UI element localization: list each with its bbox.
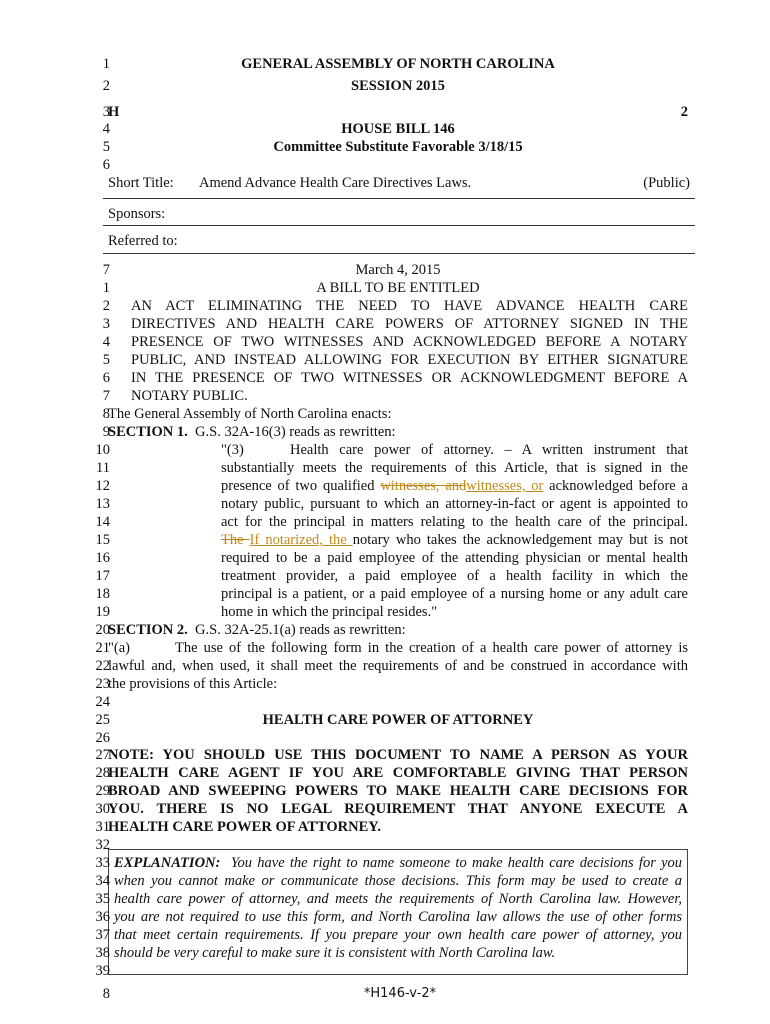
section-text: G.S. 32A-16(3) reads as rewritten: [195,424,396,440]
chamber-letter: H [108,104,120,120]
explanation-line: you are not required to use this form, and North Carolina law allows the use of other forms [114,909,682,925]
line-number: 39 [95,963,110,979]
line-number: 15 [95,532,110,548]
document-id: *H146-v-2* [363,986,437,1001]
line-number: 24 [95,694,110,710]
line-number: 13 [95,496,110,512]
explanation-line [114,854,682,872]
act-title-line: IN THE PRESENCE OF TWO WITNESSES OR ACKNOWLEDGMENT BEFORE A [131,370,688,386]
body-line: act for the principal in matters relating to the health care of the principal. [221,514,688,530]
section-label: SECTION 2. [108,622,188,638]
line-number: 37 [95,927,110,943]
explanation-line: when you cannot make or communicate those decisions. This form may be used to create a [114,873,682,889]
body-line: notary public, pursuant to which an attorney-in-fact or agent is appointed to [221,496,688,512]
divider [103,198,695,199]
line-number: 27 [95,747,110,763]
act-title-line: PRESENCE OF TWO WITNESSES AND ACKNOWLEDGED BEFORE A NOTARY [131,334,688,350]
note-line: HEALTH CARE AGENT IF YOU ARE COMFORTABLE GIVING THAT PERSON [108,765,688,781]
act-title-line: NOTARY PUBLIC. [131,388,248,404]
line-number: 6 [102,157,110,173]
line-number: 16 [95,550,110,566]
divider [103,253,695,254]
version-number: 2 [680,104,688,120]
act-title-line: AN ACT ELIMINATING THE NEED TO HAVE ADVANCE HEALTH CARE [131,298,688,314]
note-line: BROAD AND SWEEPING POWERS TO MAKE HEALTH CARE DECISIONS FOR [108,783,688,799]
line-number: 11 [96,460,110,476]
line-number: 32 [95,837,110,853]
deleted-text: witnesses, and [380,478,467,494]
line-number: 29 [95,783,110,799]
act-title-line: PUBLIC, AND INSTEAD ALLOWING FOR EXECUTION BY EITHER SIGNATURE [131,352,688,368]
line-number: 18 [95,586,110,602]
enacting-clause: The General Assembly of North Carolina enacts: [108,406,392,422]
line-number: 2 [102,78,110,94]
divider [103,225,695,226]
bill-entitled: A BILL TO BE ENTITLED [316,280,480,296]
line-number: 33 [95,855,110,871]
line-number: 14 [95,514,110,530]
deleted-text: The [221,532,250,548]
inserted-text: witnesses, or [466,478,544,494]
note-line: HEALTH CARE POWER OF ATTORNEY. [108,819,382,835]
line-number: 26 [95,730,110,746]
explanation-label: EXPLANATION: [114,855,221,871]
note-line: YOU. THERE IS NO LEGAL REQUIREMENT THAT ANYONE EXECUTE A [108,801,688,817]
page-number: 8 [102,986,110,1002]
body-line: The use of the following form in the creation of a health care power of attorney is [175,640,688,656]
line-number: 19 [95,604,110,620]
line-number: 2 [102,298,110,314]
body-line: home in which the principal resides." [221,604,438,620]
form-heading: HEALTH CARE POWER OF ATTORNEY [262,712,534,728]
line-number: 7 [102,262,110,278]
committee-status: Committee Substitute Favorable 3/18/15 [273,139,523,155]
explanation-line: health care power of attorney, and meets the requirements of North Carolina law. However, [114,891,682,907]
text-segment: notary who takes the acknowledgement may but is not [352,532,688,548]
section-text: G.S. 32A-25.1(a) reads as rewritten: [195,622,406,638]
line-number: 4 [102,121,110,137]
line-number: 36 [95,909,110,925]
line-number: 17 [95,568,110,584]
line-number: 35 [95,891,110,907]
line-number: 9 [102,424,110,440]
explanation-line: that meet certain requirements. If you prepare your own health care power of attorney, you [114,927,682,943]
line-number: 3 [102,316,110,332]
body-line: the provisions of this Article: [108,676,278,692]
line-number: 8 [102,406,110,422]
section-1-heading [108,423,396,441]
short-title-label: Short Title: [108,175,174,191]
text-segment: presence of two qualified [221,478,381,494]
line-number: 1 [102,56,110,72]
line-number: 10 [95,442,110,458]
line-number: 3 [102,104,110,120]
act-title-line: DIRECTIVES AND HEALTH CARE POWERS OF ATTORNEY SIGNED IN THE [131,316,688,332]
short-title: Amend Advance Health Care Directives Laws. [199,175,472,191]
subsection-label: "(a) [108,640,131,656]
note-line: NOTE: YOU SHOULD USE THIS DOCUMENT TO NAME A PERSON AS YOUR [108,747,688,763]
bill-number: HOUSE BILL 146 [341,121,455,137]
referred-label: Referred to: [108,233,178,249]
text-segment: acknowledged before a [543,478,688,494]
bill-date: March 4, 2015 [355,262,441,278]
body-line: treatment provider, a paid employee of a health facility in which the [221,568,688,584]
line-number: 28 [95,765,110,781]
line-number: 6 [102,370,110,386]
body-line: Health care power of attorney. – A written instrument that [290,442,688,458]
line-number: 1 [102,280,110,296]
line-number: 23 [95,676,110,692]
line-number: 21 [95,640,110,656]
line-number: 4 [102,334,110,350]
line-number: 20 [95,622,110,638]
public-label: (Public) [643,175,690,191]
session-title: SESSION 2015 [351,78,445,94]
body-line: lawful and, when used, it shall meet the requirements of and be construed in accordance with [108,658,688,674]
line-number: 31 [95,819,110,835]
subdivision-label: "(3) [221,442,244,458]
body-line: principal is a patient, or a paid employee of a nursing home or any adult care [221,586,688,602]
body-line [221,531,688,549]
line-number: 12 [95,478,110,494]
line-number: 38 [95,945,110,961]
line-number: 25 [95,712,110,728]
body-line: substantially meets the requirements of this Article, that is signed in the [221,460,688,476]
line-number: 34 [95,873,110,889]
explanation-line: should be very careful to make sure it is consistent with North Carolina law. [114,945,556,961]
body-line [221,477,688,495]
assembly-title: GENERAL ASSEMBLY OF NORTH CAROLINA [241,56,555,72]
line-number: 22 [95,658,110,674]
line-number: 30 [95,801,110,817]
section-label: SECTION 1. [108,424,188,440]
line-number: 7 [102,388,110,404]
text-segment: You have the right to name someone to make health care decisions for you [230,855,683,871]
section-2-heading [108,621,406,639]
line-number: 5 [102,139,110,155]
sponsors-label: Sponsors: [108,206,166,222]
line-number: 5 [102,352,110,368]
inserted-text: If notarized, the [249,532,353,548]
body-line: required to be a paid employee of the attending physician or mental health [221,550,688,566]
